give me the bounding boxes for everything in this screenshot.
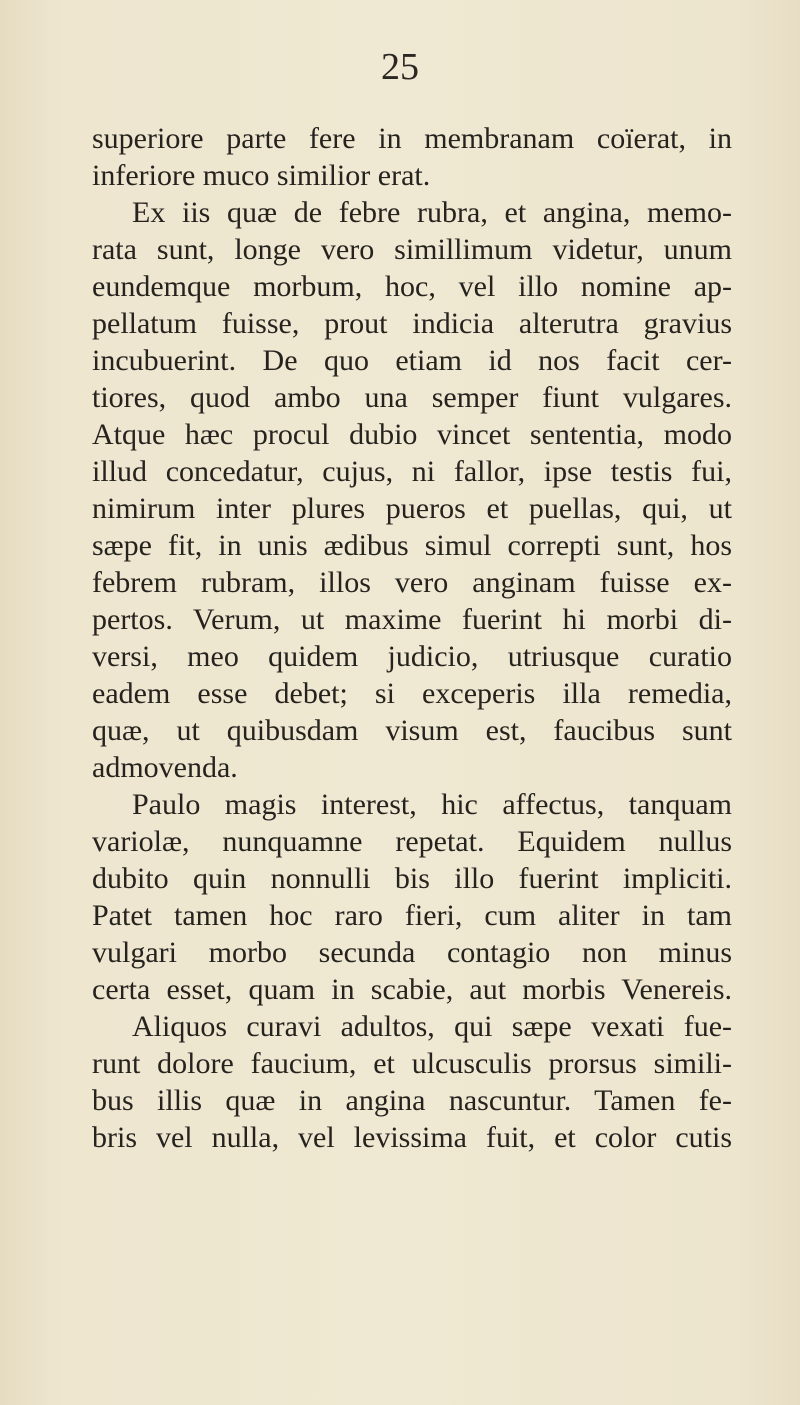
body-text (92, 120, 732, 1156)
text-line: pellatum fuisse, prout indicia alterutra gravius (92, 307, 732, 340)
text-line: febrem rubram, illos vero anginam fuisse ex- (92, 566, 732, 599)
page-number: 25 (381, 46, 419, 88)
text-line: dubito quin nonnulli bis illo fuerint impliciti. (92, 862, 732, 895)
text-line: Atque hæc procul dubio vincet sententia, modo (92, 418, 732, 451)
text-line: admovenda. (92, 751, 238, 784)
text-line: quæ, ut quibusdam visum est, faucibus sunt (92, 714, 732, 747)
text-line: nimirum inter plures pueros et puellas, qui, ut (92, 492, 732, 525)
text-line: Ex iis quæ de febre rubra, et angina, memo- (132, 196, 732, 229)
text-line: inferiore muco similior erat. (92, 159, 431, 192)
text-line: rata sunt, longe vero simillimum videtur, unum (92, 233, 732, 266)
text-line: bus illis quæ in angina nascuntur. Tamen fe- (92, 1084, 732, 1117)
text-line: Paulo magis interest, hic affectus, tanquam (132, 788, 732, 821)
text-line: eadem esse debet; si exceperis illa remedia, (92, 677, 732, 710)
text-line: variolæ, nunquamne repetat. Equidem nullus (92, 825, 732, 858)
text-line: Aliquos curavi adultos, qui sæpe vexati fue- (132, 1010, 732, 1043)
text-line: eundemque morbum, hoc, vel illo nomine ap- (92, 270, 732, 303)
text-line: pertos. Verum, ut maxime fuerint hi morbi di- (92, 603, 732, 636)
text-line: versi, meo quidem judicio, utriusque curatio (92, 640, 732, 673)
text-line: runt dolore faucium, et ulcusculis prorsus simili- (92, 1047, 732, 1080)
text-line: bris vel nulla, vel levissima fuit, et color cutis (92, 1121, 732, 1154)
text-line: superiore parte fere in membranam coïerat, in (92, 122, 732, 155)
text-line: illud concedatur, cujus, ni fallor, ipse testis fui, (92, 455, 732, 488)
text-line: sæpe fit, in unis ædibus simul correpti sunt, hos (92, 529, 732, 562)
text-line: tiores, quod ambo una semper fiunt vulgares. (92, 381, 732, 414)
text-line: certa esset, quam in scabie, aut morbis Venereis. (92, 973, 732, 1006)
text-line: incubuerint. De quo etiam id nos facit cer- (92, 344, 732, 377)
text-line: Patet tamen hoc raro fieri, cum aliter in tam (92, 899, 732, 932)
text-line: vulgari morbo secunda contagio non minus (92, 936, 732, 969)
